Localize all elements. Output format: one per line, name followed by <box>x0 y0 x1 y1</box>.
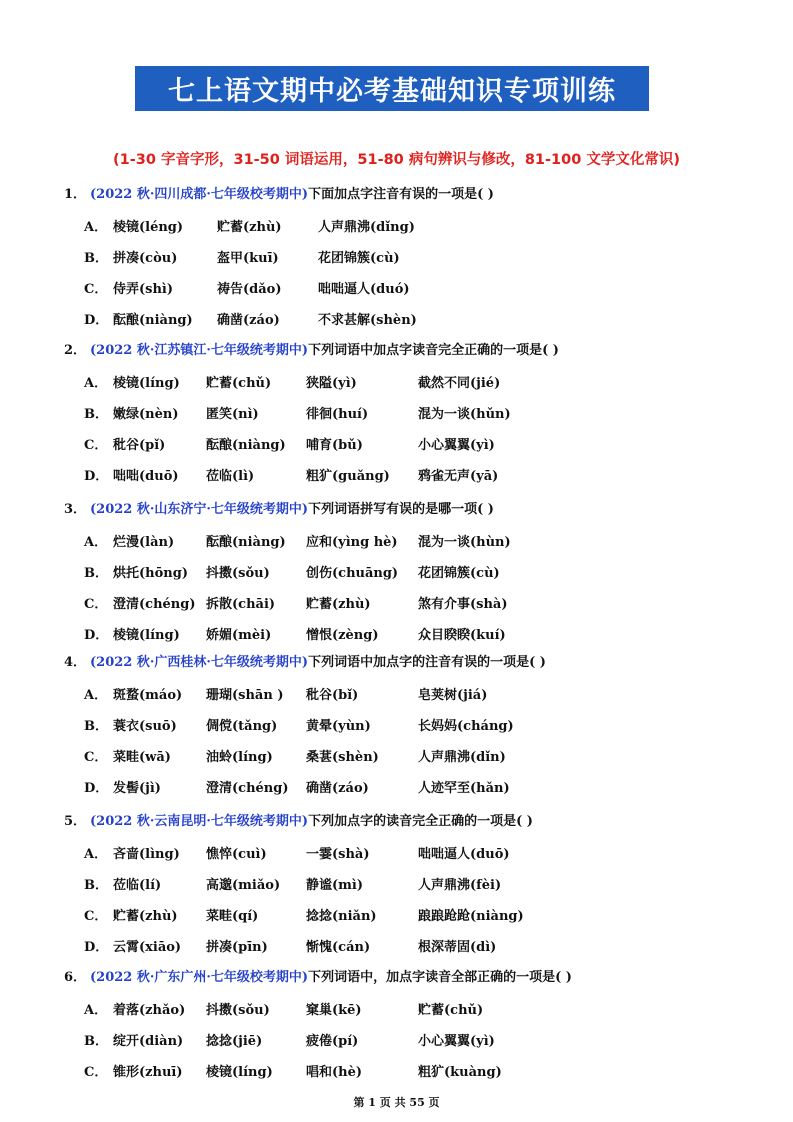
option-word-pinyin: 根深蒂固(dì) <box>418 940 497 955</box>
option-word-pinyin: 贮蓄(zhù) <box>113 909 178 924</box>
option-word-pinyin: 秕谷(pǐ) <box>113 438 166 453</box>
answer-option <box>84 874 684 892</box>
answer-option <box>84 372 684 390</box>
option-word-pinyin: 踉踉跄跄(niàng) <box>418 909 524 924</box>
question-number: 1． <box>64 187 87 202</box>
option-label: A． <box>84 535 108 550</box>
option-word-pinyin: 澄清(chéng) <box>113 597 196 612</box>
option-word-pinyin: 创伤(chuāng) <box>306 566 399 581</box>
option-word-pinyin: 花团锦簇(cù) <box>318 251 400 266</box>
option-label: B． <box>84 251 108 266</box>
option-word-pinyin: 憔悴(cuì) <box>206 847 267 862</box>
option-word-pinyin: 菜畦(wā) <box>113 750 171 765</box>
option-word-pinyin: 娇媚(mèi) <box>206 628 272 643</box>
answer-option <box>84 309 684 327</box>
answer-option <box>84 247 684 265</box>
option-label: A． <box>84 220 108 235</box>
option-word-pinyin: 酝酿(niàng) <box>206 438 286 453</box>
question-2 <box>64 339 559 358</box>
option-word-pinyin: 棱镜(léng) <box>113 220 184 235</box>
option-label: D． <box>84 313 109 328</box>
option-label: B． <box>84 719 108 734</box>
option-word-pinyin: 人声鼎沸(fèi) <box>418 878 502 893</box>
option-label: A． <box>84 1003 108 1018</box>
option-word-pinyin: 混为一谈(hùn) <box>418 535 511 550</box>
option-word-pinyin: 抖擞(sǒu) <box>206 1003 270 1018</box>
question-stem: 下列加点字的读音完全正确的一项是( ) <box>308 814 533 829</box>
option-word-pinyin: 高邈(miǎo) <box>206 878 281 893</box>
option-word-pinyin: 祷告(dǎo) <box>217 282 282 297</box>
option-word-pinyin: 捻捻(niǎn) <box>306 909 377 924</box>
option-word-pinyin: 拼凑(pīn) <box>206 940 268 955</box>
option-word-pinyin: 澄清(chéng) <box>206 781 289 796</box>
option-word-pinyin: 哺育(bǔ) <box>306 438 363 453</box>
question-stem: 下列词语中加点字读音完全正确的一项是( ) <box>308 343 559 358</box>
option-label: C． <box>84 909 108 924</box>
question-source: (2022 秋·广西桂林·七年级统考期中) <box>90 655 309 670</box>
option-word-pinyin: 混为一谈(hǔn) <box>418 407 511 422</box>
question-1 <box>64 183 494 202</box>
option-word-pinyin: 小心翼翼(yì) <box>418 438 495 453</box>
option-word-pinyin: 唱和(hè) <box>306 1065 363 1080</box>
option-word-pinyin: 绽开(diàn) <box>113 1034 184 1049</box>
question-number: 6． <box>64 970 87 985</box>
option-label: A． <box>84 847 108 862</box>
option-word-pinyin: 咄咄逼人(duó) <box>318 282 410 297</box>
option-word-pinyin: 截然不同(jié) <box>418 376 501 391</box>
option-word-pinyin: 蓑衣(suō) <box>113 719 177 734</box>
option-word-pinyin: 莅临(lì) <box>206 469 255 484</box>
option-label: A． <box>84 376 108 391</box>
question-stem: 下面加点字注音有误的一项是( ) <box>308 187 494 202</box>
option-label: A． <box>84 688 108 703</box>
option-word-pinyin: 盔甲(kuī) <box>217 251 279 266</box>
option-word-pinyin: 确凿(záo) <box>217 313 280 328</box>
option-label: C． <box>84 597 108 612</box>
option-word-pinyin: 花团锦簇(cù) <box>418 566 500 581</box>
option-word-pinyin: 云霄(xiāo) <box>113 940 182 955</box>
answer-option <box>84 624 684 642</box>
option-word-pinyin: 棱镜(líng) <box>113 628 180 643</box>
option-word-pinyin: 莅临(lí) <box>113 878 162 893</box>
option-label: D． <box>84 781 109 796</box>
answer-option <box>84 843 684 861</box>
option-word-pinyin: 吝啬(lìng) <box>113 847 180 862</box>
option-word-pinyin: 贮蓄(zhù) <box>306 597 371 612</box>
option-word-pinyin: 不求甚解(shèn) <box>318 313 417 328</box>
option-word-pinyin: 秕谷(bǐ) <box>306 688 359 703</box>
option-word-pinyin: 窠巢(kē) <box>306 1003 362 1018</box>
question-3 <box>64 498 494 517</box>
option-word-pinyin: 鸦雀无声(yā) <box>418 469 499 484</box>
option-word-pinyin: 咄咄逼人(duō) <box>418 847 510 862</box>
option-label: B． <box>84 566 108 581</box>
option-word-pinyin: 嫩绿(nèn) <box>113 407 179 422</box>
page-title: 七上语文期中必考基础知识专项训练 <box>135 66 649 111</box>
option-word-pinyin: 酝酿(niàng) <box>206 535 286 550</box>
answer-option <box>84 1030 684 1048</box>
option-word-pinyin: 着落(zhǎo) <box>113 1003 186 1018</box>
option-word-pinyin: 贮蓄(chǔ) <box>206 376 272 391</box>
option-word-pinyin: 拼凑(còu) <box>113 251 178 266</box>
section-scope-note: (1-30 字音字形，31-50 词语运用，51-80 病句辨识与修改，81-100 文学文化常识) <box>113 152 680 168</box>
option-word-pinyin: 皂荚树(jiá) <box>418 688 488 703</box>
option-label: D． <box>84 469 109 484</box>
option-label: D． <box>84 940 109 955</box>
option-label: D． <box>84 628 109 643</box>
answer-option <box>84 905 684 923</box>
option-label: B． <box>84 407 108 422</box>
option-label: B． <box>84 878 108 893</box>
answer-option <box>84 936 684 954</box>
answer-option <box>84 999 684 1017</box>
option-word-pinyin: 徘徊(huí) <box>306 407 369 422</box>
option-word-pinyin: 棱镜(líng) <box>206 1065 273 1080</box>
option-word-pinyin: 捻捻(jiē) <box>206 1034 263 1049</box>
option-label: C． <box>84 438 108 453</box>
option-word-pinyin: 人声鼎沸(dǐng) <box>318 220 415 235</box>
option-label: C． <box>84 1065 108 1080</box>
option-word-pinyin: 贮蓄(zhù) <box>217 220 282 235</box>
option-word-pinyin: 侍弄(shì) <box>113 282 174 297</box>
question-source: (2022 秋·山东济宁·七年级统考期中) <box>90 502 309 517</box>
question-4 <box>64 651 546 670</box>
question-number: 5． <box>64 814 87 829</box>
answer-option <box>84 715 684 733</box>
answer-option <box>84 531 684 549</box>
option-word-pinyin: 油蛉(líng) <box>206 750 273 765</box>
answer-option <box>84 1061 684 1079</box>
question-source: (2022 秋·江苏镇江·七年级统考期中) <box>90 343 309 358</box>
page-number: 第 1 页 共 55 页 <box>353 1096 440 1109</box>
option-word-pinyin: 惭愧(cán) <box>306 940 371 955</box>
option-word-pinyin: 倜傥(tǎng) <box>206 719 278 734</box>
option-word-pinyin: 静谧(mì) <box>306 878 363 893</box>
option-word-pinyin: 粗犷(kuàng) <box>418 1065 502 1080</box>
option-word-pinyin: 发髻(jì) <box>113 781 161 796</box>
answer-option <box>84 777 684 795</box>
question-source: (2022 秋·云南昆明·七年级统考期中) <box>90 814 309 829</box>
option-word-pinyin: 珊瑚(shān ) <box>206 688 284 703</box>
option-word-pinyin: 桑葚(shèn) <box>306 750 379 765</box>
option-word-pinyin: 咄咄(duō) <box>113 469 179 484</box>
option-word-pinyin: 粗犷(guǎng) <box>306 469 390 484</box>
answer-option <box>84 562 684 580</box>
question-number: 3． <box>64 502 87 517</box>
option-word-pinyin: 抖擞(sǒu) <box>206 566 270 581</box>
option-word-pinyin: 锥形(zhuī) <box>113 1065 183 1080</box>
question-number: 2． <box>64 343 87 358</box>
option-word-pinyin: 狭隘(yì) <box>306 376 357 391</box>
option-word-pinyin: 一霎(shà) <box>306 847 370 862</box>
option-word-pinyin: 疲倦(pí) <box>306 1034 359 1049</box>
option-label: C． <box>84 750 108 765</box>
option-word-pinyin: 匿笑(nì) <box>206 407 259 422</box>
question-source: (2022 秋·广东广州·七年级校考期中) <box>90 970 309 985</box>
option-word-pinyin: 煞有介事(shà) <box>418 597 508 612</box>
question-6 <box>64 966 572 985</box>
option-word-pinyin: 应和(yìng hè) <box>306 535 398 550</box>
option-word-pinyin: 黄晕(yùn) <box>306 719 371 734</box>
answer-option <box>84 434 684 452</box>
option-word-pinyin: 菜畦(qí) <box>206 909 259 924</box>
answer-option <box>84 278 684 296</box>
option-word-pinyin: 小心翼翼(yì) <box>418 1034 495 1049</box>
answer-option <box>84 216 684 234</box>
option-word-pinyin: 酝酿(niàng) <box>113 313 193 328</box>
option-word-pinyin: 斑蝥(máo) <box>113 688 183 703</box>
option-label: C． <box>84 282 108 297</box>
option-label: B． <box>84 1034 108 1049</box>
question-5 <box>64 810 533 829</box>
question-stem: 下列词语拼写有误的是哪一项( ) <box>308 502 494 517</box>
answer-option <box>84 465 684 483</box>
option-word-pinyin: 棱镜(líng) <box>113 376 180 391</box>
answer-option <box>84 593 684 611</box>
answer-option <box>84 403 684 421</box>
option-word-pinyin: 确凿(záo) <box>306 781 369 796</box>
option-word-pinyin: 烘托(hōng) <box>113 566 188 581</box>
option-word-pinyin: 人迹罕至(hǎn) <box>418 781 510 796</box>
answer-option <box>84 746 684 764</box>
question-stem: 下列词语中，加点字读音全部正确的一项是( ) <box>308 970 572 985</box>
option-word-pinyin: 贮蓄(chǔ) <box>418 1003 484 1018</box>
question-number: 4． <box>64 655 87 670</box>
option-word-pinyin: 人声鼎沸(dǐn) <box>418 750 506 765</box>
answer-option <box>84 684 684 702</box>
option-word-pinyin: 长妈妈(cháng) <box>418 719 514 734</box>
option-word-pinyin: 烂漫(làn) <box>113 535 175 550</box>
question-source: (2022 秋·四川成都·七年级校考期中) <box>90 187 309 202</box>
option-word-pinyin: 众目睽睽(kuí) <box>418 628 506 643</box>
question-stem: 下列词语中加点字的注音有误的一项是( ) <box>308 655 546 670</box>
option-word-pinyin: 憎恨(zèng) <box>306 628 379 643</box>
option-word-pinyin: 拆散(chāi) <box>206 597 276 612</box>
